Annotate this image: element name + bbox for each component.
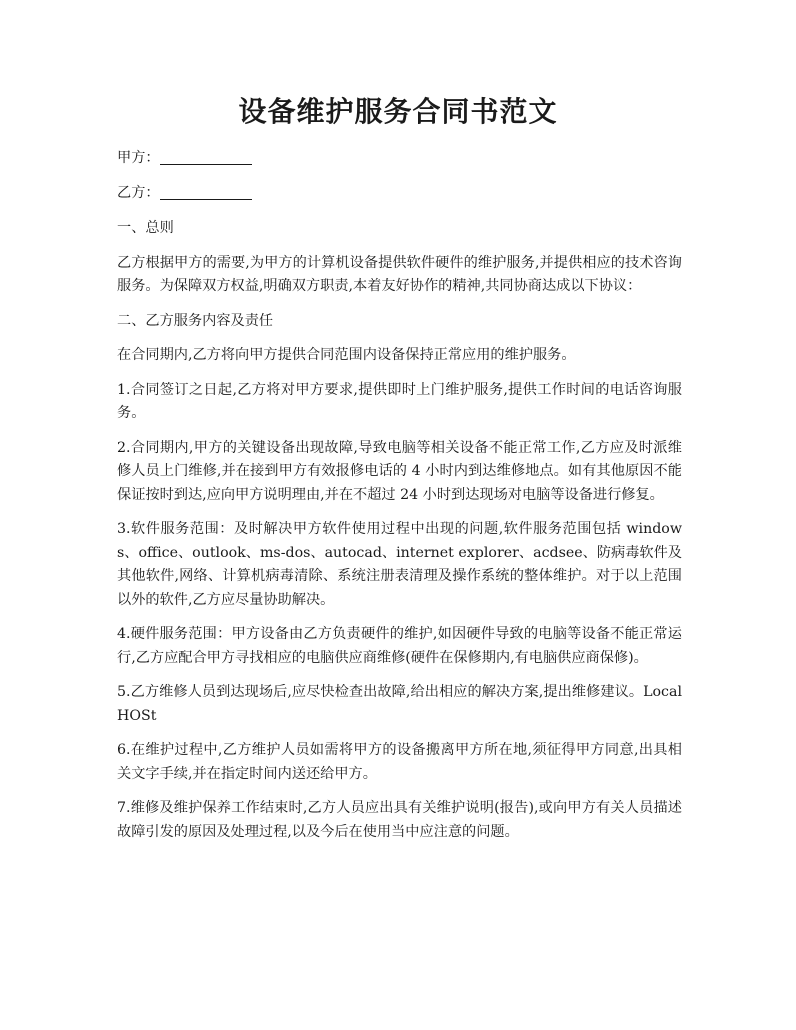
party-b-blank [160,183,252,200]
clause-5: 5.乙方维修人员到达现场后,应尽快检查出故障,给出相应的解决方案,提出维修建议。LocalHOSt [117,684,682,724]
clause-2: 2.合同期内,甲方的关键设备出现故障,导致电脑等相关设备不能正常工作,乙方应及时派维修人员上门维修,并在接到甲方有效报修电话的 4 小时内到达维修地点。如有其他原因不能保证按时到达,应向甲方说明理由,并在不超过 24 小时到达现场对电脑等设备进行修复。 [117,439,682,503]
document-title: 设备维护服务合同书范文 [238,95,558,128]
party-b-line [117,182,682,206]
clause-4: 4.硬件服务范围：甲方设备由乙方负责硬件的维护,如因硬件导致的电脑等设备不能正常运行,乙方应配合甲方寻找相应的电脑供应商维修(硬件在保修期内,有电脑供应商保修)。 [117,626,682,666]
clause-6: 6.在维护过程中,乙方维护人员如需将甲方的设备搬离甲方所在地,须征得甲方同意,出具相关文字手续,并在指定时间内送还给甲方。 [117,742,682,782]
clause-1: 1.合同签订之日起,乙方将对甲方要求,提供即时上门维护服务,提供工作时间的电话咨询服务。 [117,381,682,421]
document-body [117,147,682,855]
party-b-label: 乙方： [117,185,160,201]
paragraph-general: 乙方根据甲方的需要,为甲方的计算机设备提供软件硬件的维护服务,并提供相应的技术咨询服务。为保障双方权益,明确双方职责,本着友好协作的精神,共同协商达成以下协议： [117,254,682,294]
paragraph-services-intro: 在合同期内,乙方将向甲方提供合同范围内设备保持正常应用的维护服务。 [117,347,576,363]
party-a-blank [160,148,252,165]
clause-7: 7.维修及维护保养工作结束时,乙方人员应出具有关维护说明(报告),或向甲方有关人员描述故障引发的原因及处理过程,以及今后在使用当中应注意的问题。 [117,800,682,840]
clause-3: 3.软件服务范围：及时解决甲方软件使用过程中出现的问题,软件服务范围包括 windows、office、outlook、ms-dos、autocad、internet explorer、acdsee、防病毒软件及其他软件,网络、计算机病毒清除、系统注册表清理及操作系统的整体维护。对于以上范围以外的软件,乙方应尽量协助解决。 [117,521,682,608]
section-heading-services: 二、乙方服务内容及责任 [117,312,274,329]
section-heading-general: 一、总则 [117,220,174,236]
party-a-label: 甲方： [117,150,160,166]
party-a-line [117,147,682,171]
